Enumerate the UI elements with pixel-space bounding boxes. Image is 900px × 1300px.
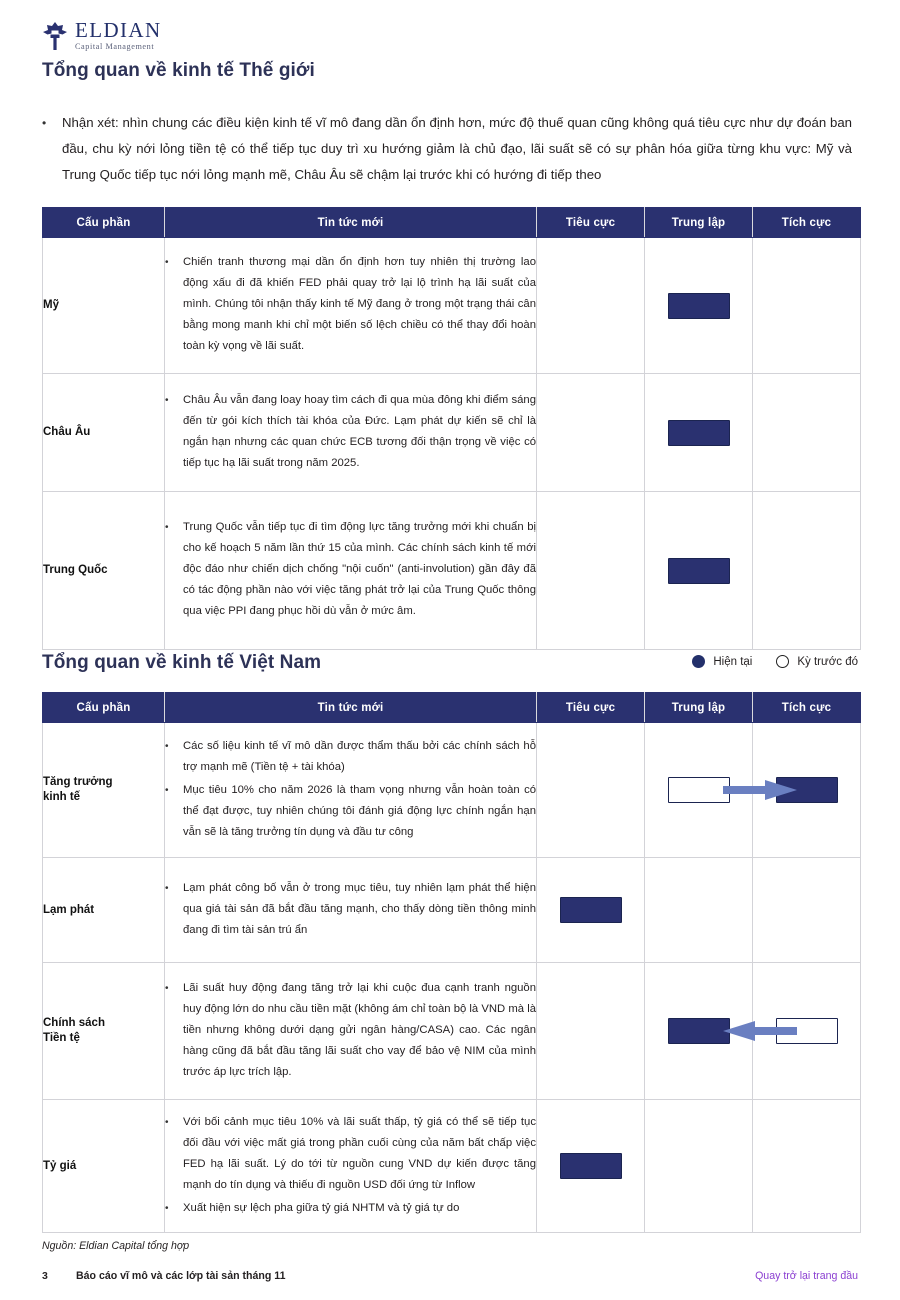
world-intro-text: Nhận xét: nhìn chung các điều kiện kinh tế vĩ mô đang dần ổn định hơn, mức độ thuế quan cũng không quá tiêu cực như dự đoán ban đầu, chu kỳ nới lỏng tiền tệ có thể tiếp tục duy trì xu hướng giảm là chủ đạo, lãi suất sẽ có sự phân hóa giữa từng khu vực: Mỹ và Trung Quốc tiếp tục nới lỏng mạnh mẽ, Châu Âu sẽ chậm lại trước khi có hướng đi tiếp theo [62, 115, 852, 182]
marker-cell-neutral [645, 963, 753, 1100]
bullet-icon: • [165, 394, 169, 406]
news-bullet [165, 252, 536, 357]
filled-circle-icon [692, 655, 705, 668]
world-table-body [43, 238, 861, 650]
table-row [43, 963, 861, 1100]
table-row [43, 492, 861, 650]
news-text: Xuất hiện sự lệch pha giữa tỷ giá NHTM và tỷ giá tự do [183, 1201, 460, 1214]
marker-cell-neutral [645, 858, 753, 963]
table-row [43, 238, 861, 374]
news-text: Châu Âu vẫn đang loay hoay tìm cách đi qua mùa đông khi điểm sáng đến từ gói kích thích tài khóa của Đức. Lạm phát dự kiến sẽ chỉ là ngắn hạn nhưng các quan chức ECB tương đối thận trọng về việc có tiếp tục hạ lãi suất trong năm 2025. [183, 393, 536, 469]
vietnam-section-title: Tổng quan về kinh tế Việt Nam [42, 652, 322, 673]
marker-current [668, 293, 730, 319]
marker-cell-positive [753, 492, 861, 650]
news-text: Mục tiêu 10% cho năm 2026 là tham vọng nhưng vẫn hoàn toàn có thể đạt được, tuy nhiên chúng tôi đánh giá động lực chính ngắn hạn vẫn sẽ là tăng trưởng tín dụng và đầu tư công [183, 783, 536, 838]
world-section-title: Tổng quan về kinh tế Thế giới [42, 60, 315, 81]
news-cell [165, 238, 537, 374]
marker-cell-positive [753, 238, 861, 374]
marker-current [668, 1018, 730, 1044]
column-header-2: Tiêu cực [537, 693, 645, 723]
marker-cell-negative [537, 492, 645, 650]
news-bullet [165, 780, 536, 843]
footer-document-title: Báo cáo vĩ mô và các lớp tài sản tháng 11 [76, 1270, 286, 1282]
marker-current [668, 558, 730, 584]
bullet-icon: • [165, 257, 169, 268]
news-text: Với bối cảnh mục tiêu 10% và lãi suất thấp, tỷ giá có thể sẽ tiếp tục đối đầu với việc mất giá trong phần cuối cùng của năm bất chấp việc FED hạ lãi suất. Lý do tới từ nguồn cung VND dự kiến được tăng mạnh do tín dụng và thiếu đi nguồn USD đối ứng từ Inflow [183, 1115, 536, 1191]
marker-cell-neutral [645, 374, 753, 492]
marker-cell-negative [537, 723, 645, 858]
news-bullet [165, 1198, 536, 1219]
marker-cell-neutral [645, 492, 753, 650]
bullet-icon: • [165, 522, 169, 533]
table-row [43, 1100, 861, 1233]
marker-current [560, 1153, 622, 1179]
eldian-emblem-icon [42, 21, 68, 51]
news-text: Chiến tranh thương mại dần ổn định hơn tuy nhiên thị trường lao động xấu đi đã khiến FED phải quay trở lại lộ trình hạ lãi suất của mình. Chúng tôi nhận thấy kinh tế Mỹ đang ở trong một trạng thái cân bằng mong manh khi chỉ một biến số lệch chiều có thể thay đổi hoàn toàn kỳ vọng về lãi suất. [183, 256, 536, 352]
column-header-0: Cấu phần [43, 693, 165, 723]
row-label: Tỷ giá [43, 1100, 165, 1233]
marker-current [560, 897, 622, 923]
marker-cell-positive [753, 374, 861, 492]
page-number: 3 [42, 1270, 48, 1282]
news-text: Các số liệu kinh tế vĩ mô dần được thẩm thấu bởi các chính sách hỗ trợ mạnh mẽ (Tiền tệ + tài khóa) [183, 739, 536, 773]
news-bullet [165, 1112, 536, 1196]
news-text: Lãi suất huy động đang tăng trở lại khi cuộc đua cạnh tranh nguồn huy động lớn do nhu cầu tiền mặt (không ám chỉ toàn bộ là VND mà là tiền nhưng không dưới dạng gửi ngân hàng/CASA) cao. Các ngân hàng cũng đã bắt đầu tăng lãi suất cho vay để bảo vệ NIM của mình trước áp lực trích lập. [183, 981, 536, 1078]
bullet-icon: • [165, 982, 169, 994]
marker-legend [678, 655, 858, 668]
world-intro [42, 110, 858, 188]
bullet-icon: • [165, 1202, 169, 1214]
column-header-0: Cấu phần [43, 208, 165, 238]
marker-transition-arrow [723, 1021, 797, 1041]
vietnam-table-body [43, 723, 861, 1233]
bullet-icon: • [165, 740, 169, 752]
news-cell [165, 492, 537, 650]
marker-cell-neutral [645, 1100, 753, 1233]
marker-cell-negative [537, 858, 645, 963]
row-label: Tăng trưởng kinh tế [43, 723, 165, 858]
column-header-3: Trung lập [645, 693, 753, 723]
news-text: Lạm phát công bố vẫn ở trong mục tiêu, tuy nhiên lạm phát thể hiện qua giá tài sản đã bắt đầu tăng mạnh, cho thấy dòng tiền thông minh đang đi tìm tài sản trú ẩn [183, 881, 536, 936]
table-header-row [43, 693, 861, 723]
column-header-1: Tin tức mới [165, 693, 537, 723]
marker-cell-negative [537, 963, 645, 1100]
row-label: Mỹ [43, 238, 165, 374]
news-bullet [165, 390, 536, 474]
page-footer [0, 1270, 900, 1282]
news-cell [165, 858, 537, 963]
table-row [43, 858, 861, 963]
column-header-2: Tiêu cực [537, 208, 645, 238]
table-row [43, 374, 861, 492]
arrow-left-icon [723, 1021, 797, 1041]
column-header-4: Tích cực [753, 693, 861, 723]
back-to-first-page-link[interactable]: Quay trở lại trang đầu [755, 1270, 858, 1282]
news-bullet [165, 517, 536, 622]
marker-current [668, 420, 730, 446]
brand-logo [42, 20, 162, 51]
legend-current [692, 655, 752, 668]
marker-cell-neutral [645, 723, 753, 858]
news-bullet [165, 978, 536, 1083]
brand-name: ELDIAN [75, 18, 162, 42]
marker-transition-arrow [723, 780, 797, 800]
marker-cell-negative [537, 1100, 645, 1233]
vietnam-overview-table [42, 692, 861, 1233]
bullet-icon: • [42, 116, 47, 130]
column-header-4: Tích cực [753, 208, 861, 238]
table-header-row [43, 208, 861, 238]
table-row [43, 723, 861, 858]
marker-cell-positive [753, 1100, 861, 1233]
row-label: Trung Quốc [43, 492, 165, 650]
legend-current-label: Hiện tại [713, 655, 753, 668]
news-cell [165, 963, 537, 1100]
marker-cell-positive [753, 858, 861, 963]
empty-circle-icon [776, 655, 789, 668]
brand-tagline: Capital Management [75, 42, 155, 51]
arrow-right-icon [723, 780, 797, 800]
world-overview-table [42, 207, 861, 650]
row-label: Châu Âu [43, 374, 165, 492]
marker-cell-neutral [645, 238, 753, 374]
bullet-icon: • [165, 882, 169, 894]
news-cell [165, 723, 537, 858]
news-bullet [165, 736, 536, 778]
news-text: Trung Quốc vẫn tiếp tục đi tìm động lực tăng trưởng mới khi chuẩn bị cho kế hoạch 5 năm lần thứ 15 của mình. Các chính sách kinh tế mới độc đáo như chiến dịch chống "nội cuốn" (anti-involution) gần đây đã có tác động phần nào với việc tăng phát trở lại của Trung Quốc thông qua việc PPI đang phục hồi dù vẫn ở mức âm. [183, 521, 536, 617]
news-bullet [165, 878, 536, 941]
source-note: Nguồn: Eldian Capital tổng hợp [42, 1240, 190, 1252]
column-header-1: Tin tức mới [165, 208, 537, 238]
news-cell [165, 1100, 537, 1233]
bullet-icon: • [165, 784, 169, 796]
marker-cell-negative [537, 238, 645, 374]
bullet-icon: • [165, 1116, 169, 1128]
legend-previous [776, 655, 858, 668]
news-cell [165, 374, 537, 492]
row-label: Lạm phát [43, 858, 165, 963]
legend-previous-label: Kỳ trước đó [797, 655, 858, 668]
column-header-3: Trung lập [645, 208, 753, 238]
row-label: Chính sách Tiền tệ [43, 963, 165, 1100]
marker-cell-negative [537, 374, 645, 492]
marker-previous [668, 777, 730, 803]
